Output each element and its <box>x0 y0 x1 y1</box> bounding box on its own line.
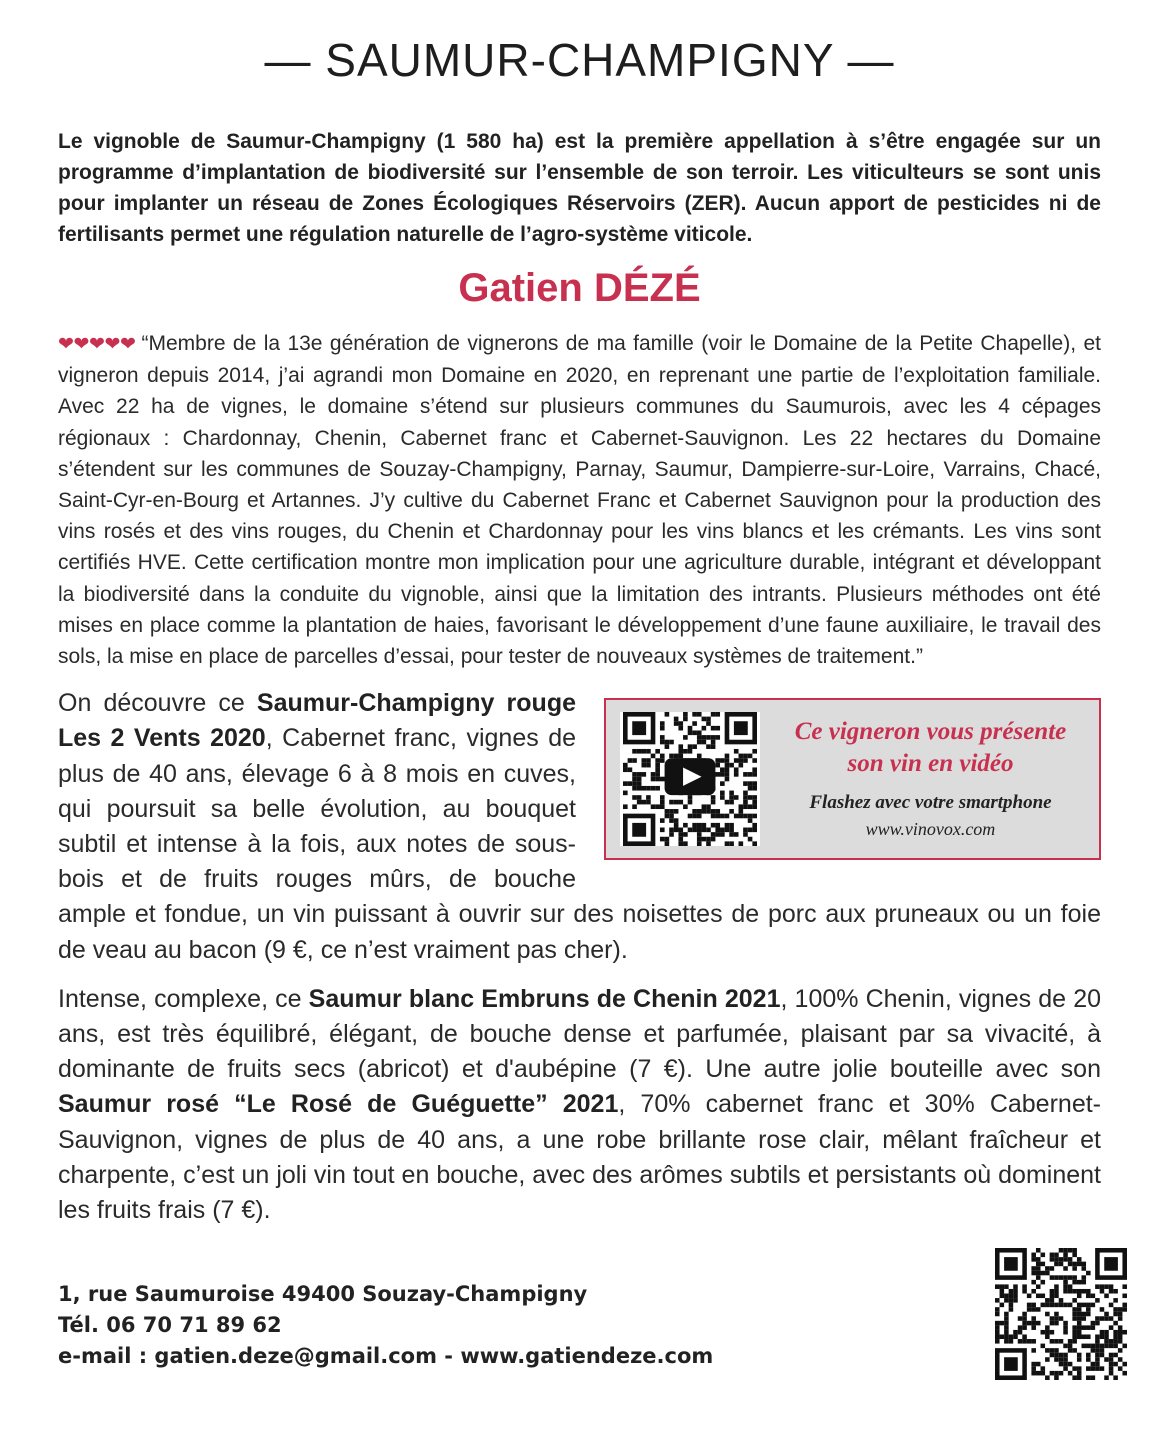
video-qr-code-icon[interactable] <box>620 712 760 846</box>
wine-name: Saumur-Champigny rouge Les 2 Vents 2020 <box>58 689 576 753</box>
wine-name: Saumur blanc Embruns de Chenin 2021 <box>308 984 781 1013</box>
website-qr-code-icon[interactable] <box>995 1248 1127 1380</box>
wine-name: Saumur rosé “Le Rosé de Guéguette” 2021 <box>58 1090 619 1119</box>
review-paragraph: Intense, complexe, ce Saumur blanc Embruns de Chenin 2021, 100% Chenin, vignes de 20 ans, est très équilibré, élégant, de bouche dense et parfumée, plaisant par sa vivacité, à dominante de fruits secs (abricot) et d'aubépine (7 €). Une autre jolie bouteille avec son Saumur rosé “Le Rosé de Guéguette” 2021, 70% cabernet franc et 30% Cabernet-Sauvignon, vignes de plus de 40 ans, a une robe brillante rose clair, mêlant fraîcheur et charpente, c’est un joli vin tout en bouche, avec des arômes subtils et persistants où dominent les fruits frais (7 €). <box>58 984 1102 1225</box>
appellation-intro: Le vignoble de Saumur-Champigny (1 580 ha) est la première appellation à s’être engagée sur un programme d’implantation de biodiversité sur l’ensemble de son terroir. Les viticulteurs se sont unis pour implanter un réseau de Zones Écologiques Réservoirs (ZER). Aucun apport de pesticides ni de fertilisants permet une régulation naturelle de l’agro-système viticole. <box>58 130 1101 246</box>
page-title: — SAUMUR-CHAMPIGNY — <box>264 34 895 86</box>
wine-reviews <box>58 686 1101 1242</box>
video-box-text <box>768 716 1093 842</box>
address: 1, rue Saumuroise 49400 Souzay-Champigny <box>58 1282 588 1307</box>
video-box-flash: Flashez avec votre smartphone <box>809 792 1052 814</box>
phone: Tél. 06 70 71 89 62 <box>58 1313 282 1338</box>
review-paragraph: On découvre ce Saumur-Champigny rouge Les 2 Vents 2020, Cabernet franc, vignes de plus de 40 ans, élevage 6 à 8 mois en cuves, qui poursuit sa belle évolution, au bouquet subtil et intense à la fois, aux notes de sous-bois et de fruits rouges mûrs, de bouche ample et fondue, un vin puissant à ouvrir sur des noisettes de porc aux pruneaux ou un foie de veau au bacon (9 €, ce n’est vraiment pas cher). <box>58 689 1101 964</box>
quote-text: “Membre de la 13e génération de vignerons de ma famille (voir le Domaine de la Petite Chapelle), et vigneron depuis 2014, j’ai agrandi mon Domaine en 2020, en reprenant une partie de l’exploitation familiale. Avec 22 ha de vignes, le domaine s’étend sur plusieurs communes du Saumurois, avec les 4 cépages régionaux : Chardonnay, Chenin, Cabernet franc et Cabernet-Sauvignon. Les 22 hectares du Domaine s’étendent sur les communes de Souzay-Champigny, Parnay, Saumur, Dampierre-sur-Loire, Varrains, Chacé, Saint-Cyr-en-Bourg et Artannes. J’y cultive du Cabernet Franc et Cabernet Sauvignon pour la production des vins rosés et des vins rouges, du Chenin et Chardonnay pour les vins blancs et les crémants. Les vins sont certifiés HVE. Cette certification montre mon implication pour une agriculture durable, intégrant et développant la biodiversité dans la conduite du vignoble, ainsi que la limitation des intrants. Plusieurs méthodes ont été mises en place comme la plantation de haies, favorisant le développement d’une faune auxiliaire, le travail des sols, la mise en place de parcelles d’essai, pour tester de nouveaux systèmes de traitement.” <box>58 332 1101 669</box>
video-box-url[interactable]: www.vinovox.com <box>865 819 996 840</box>
video-box-title-line1: Ce vigneron vous présente <box>794 718 1067 746</box>
producer-quote <box>58 328 1101 672</box>
bottom-row <box>58 1248 1101 1380</box>
video-box-title-line2: son vin en vidéo <box>847 750 1014 778</box>
video-box[interactable] <box>604 698 1101 860</box>
heart-rating-icon: ❤❤❤❤❤ <box>58 334 136 355</box>
contact-footer <box>58 1279 713 1380</box>
email-website[interactable]: e-mail : gatien.deze@gmail.com - www.gatiendeze.com <box>58 1344 714 1369</box>
video-box-title <box>795 716 1067 780</box>
producer-name: Gatien DÉZÉ <box>458 266 701 310</box>
